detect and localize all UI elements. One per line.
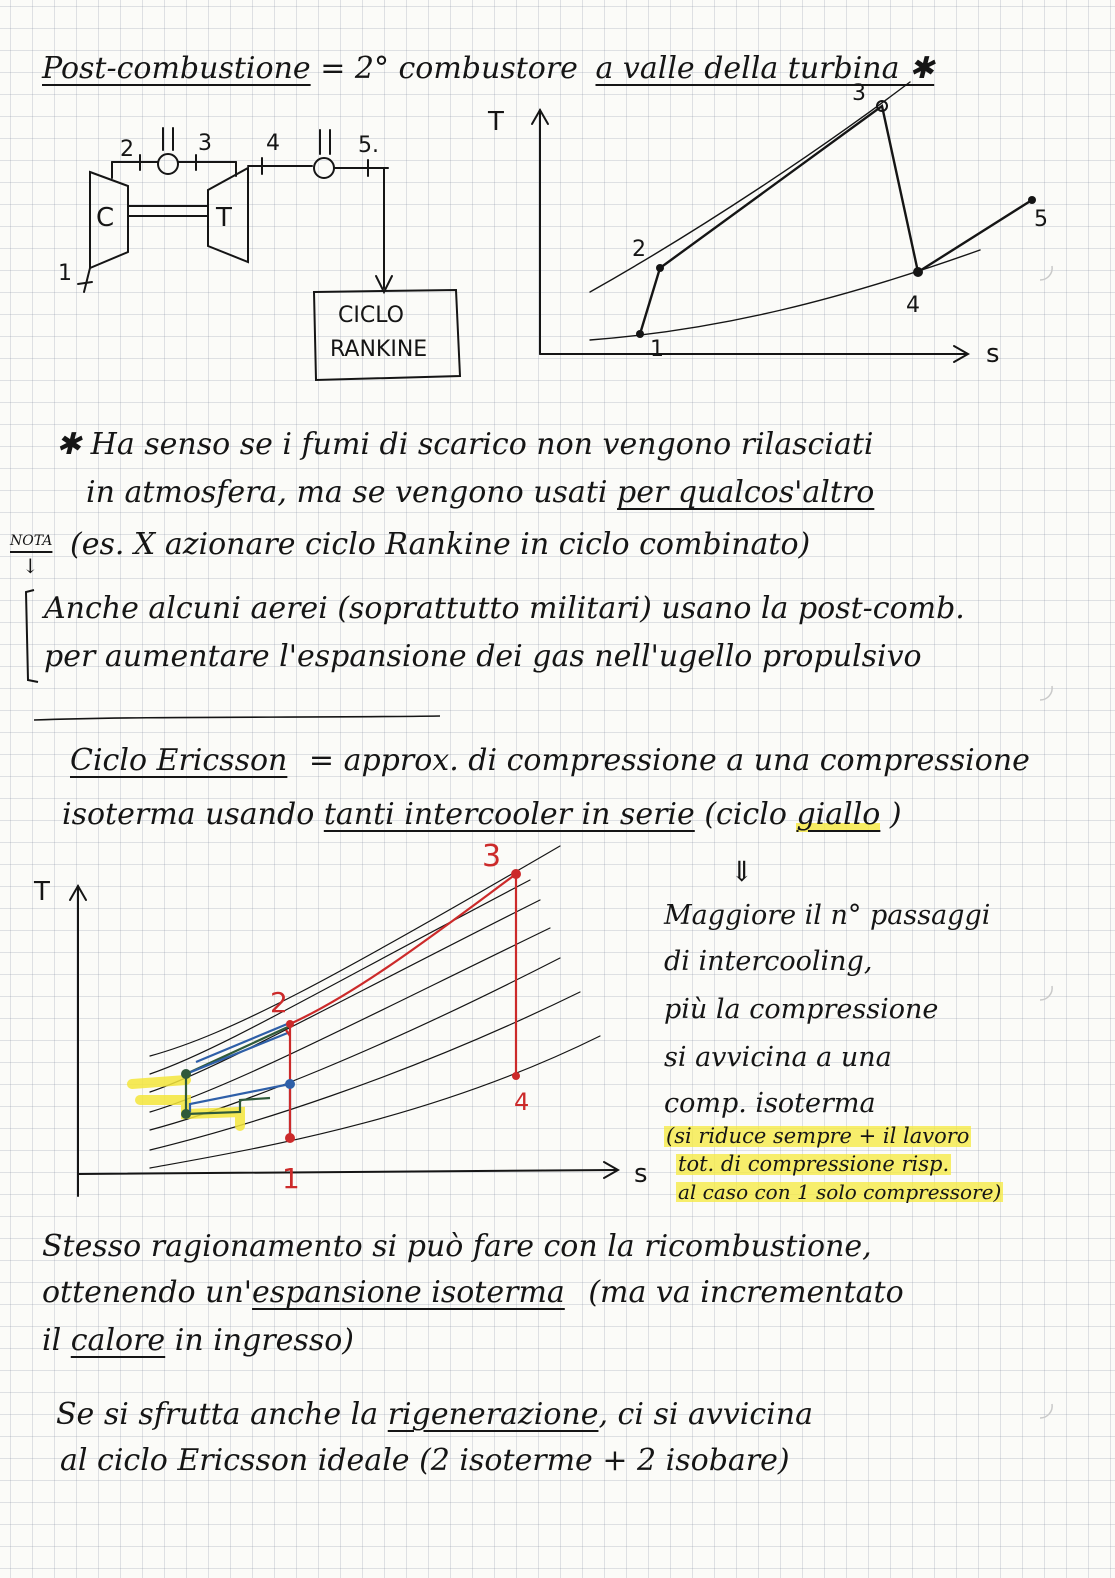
ts2-axis-s: s <box>634 1159 648 1189</box>
ericsson-def-2e: ) <box>889 797 902 832</box>
postcomb-term: Post-combustione <box>42 51 311 86</box>
ericsson-def-2d: giallo <box>796 797 881 832</box>
para-line-1: Stesso ragionamento si può fare con la ricombustione, <box>42 1229 872 1264</box>
para-line-3 <box>42 1323 354 1358</box>
ts1-axis-s: s <box>986 339 1000 369</box>
ericsson-def-2c: (ciclo <box>704 797 787 832</box>
ericsson-def-2b: tanti intercooler in serie <box>323 797 695 832</box>
postcomb-definition: = 2° combustore <box>320 51 578 86</box>
side-highlight-3: al caso con 1 solo compressore) <box>678 1180 1002 1204</box>
footnote-line-2b: per qualcos'altro <box>617 475 875 510</box>
schematic-state-5: 5. <box>358 133 379 158</box>
side-line-4: si avvicina a una <box>664 1042 892 1073</box>
schematic-state-2: 2 <box>120 137 134 162</box>
footnote-line-3: (es. X azionare ciclo Rankine in ciclo combinato) <box>70 527 811 562</box>
ts2-point-3: 3 <box>482 839 502 874</box>
side-line-2: di intercooling, <box>664 946 873 977</box>
note-line-1: Anche alcuni aerei (soprattutto militari) usano la post-comb. <box>44 591 965 626</box>
ericsson-def-line-2 <box>62 797 902 832</box>
ts1-point-2: 2 <box>632 237 646 262</box>
para-line-3a: il <box>42 1323 62 1358</box>
ts1-point-3: 3 <box>852 81 866 106</box>
ts2-point-4: 4 <box>514 1088 530 1116</box>
postcomb-location: a valle della turbina ✱ <box>595 51 935 86</box>
para-line-3b: calore <box>70 1323 166 1358</box>
rankine-label-2: RANKINE <box>330 337 428 362</box>
ts2-axis-T: T <box>34 877 50 907</box>
ericsson-def-2a: isoterma usando <box>62 797 315 832</box>
turbine-label: T <box>216 203 232 233</box>
ts2-point-1: 1 <box>282 1162 300 1195</box>
note-line-2: per aumentare l'espansione dei gas nell'ugello propulsivo <box>44 639 922 674</box>
side-highlight-2: tot. di compressione risp. <box>678 1152 950 1176</box>
rankine-label-1: CICLO <box>338 303 404 328</box>
schematic-state-1: 1 <box>58 261 72 286</box>
para-line-2b: espansione isoterma <box>252 1275 565 1310</box>
side-arrow: ⇓ <box>730 855 754 888</box>
para-line-2 <box>42 1275 904 1310</box>
final-line-1a: Se si sfrutta anche la <box>56 1397 379 1432</box>
side-line-3: più la compressione <box>664 994 939 1025</box>
ericsson-title: Ciclo Ericsson <box>70 743 288 778</box>
final-line-1 <box>56 1397 813 1432</box>
side-line-5: comp. isoterma <box>664 1088 876 1119</box>
ts1-point-1: 1 <box>650 337 664 362</box>
schematic-state-3: 3 <box>198 131 212 156</box>
ericsson-title-line <box>70 743 1030 778</box>
side-line-1: Maggiore il n° passaggi <box>664 900 991 931</box>
final-line-2: al ciclo Ericsson ideale (2 isoterme + 2 isobare) <box>60 1443 790 1478</box>
ericsson-def-1: = approx. di compressione a una compressione <box>308 743 1030 778</box>
ts1-point-4: 4 <box>906 293 920 318</box>
para-line-2c: (ma va incrementato <box>588 1275 904 1310</box>
nota-label: NOTA <box>10 533 53 549</box>
side-highlight-1: (si riduce sempre + il lavoro <box>666 1124 970 1148</box>
nota-arrow: ↓ <box>22 554 39 578</box>
schematic-state-4: 4 <box>266 131 280 156</box>
para-line-3c: in ingresso) <box>174 1323 354 1358</box>
ts1-point-5: 5 <box>1034 207 1048 232</box>
postcomb-title <box>42 51 935 86</box>
final-line-1c: , ci si avvicina <box>598 1397 813 1432</box>
footnote-line-2a: in atmosfera, ma se vengono usati <box>86 475 608 510</box>
para-line-2a: ottenendo un' <box>42 1275 253 1310</box>
ts1-axis-T: T <box>488 107 504 137</box>
footnote-line-2 <box>86 475 875 510</box>
ts2-point-2: 2 <box>270 986 288 1019</box>
final-line-1b: rigenerazione <box>387 1397 599 1432</box>
compressor-label: C <box>96 203 115 233</box>
footnote-line-1: ✱ Ha senso se i fumi di scarico non vengono rilasciati <box>56 427 874 462</box>
